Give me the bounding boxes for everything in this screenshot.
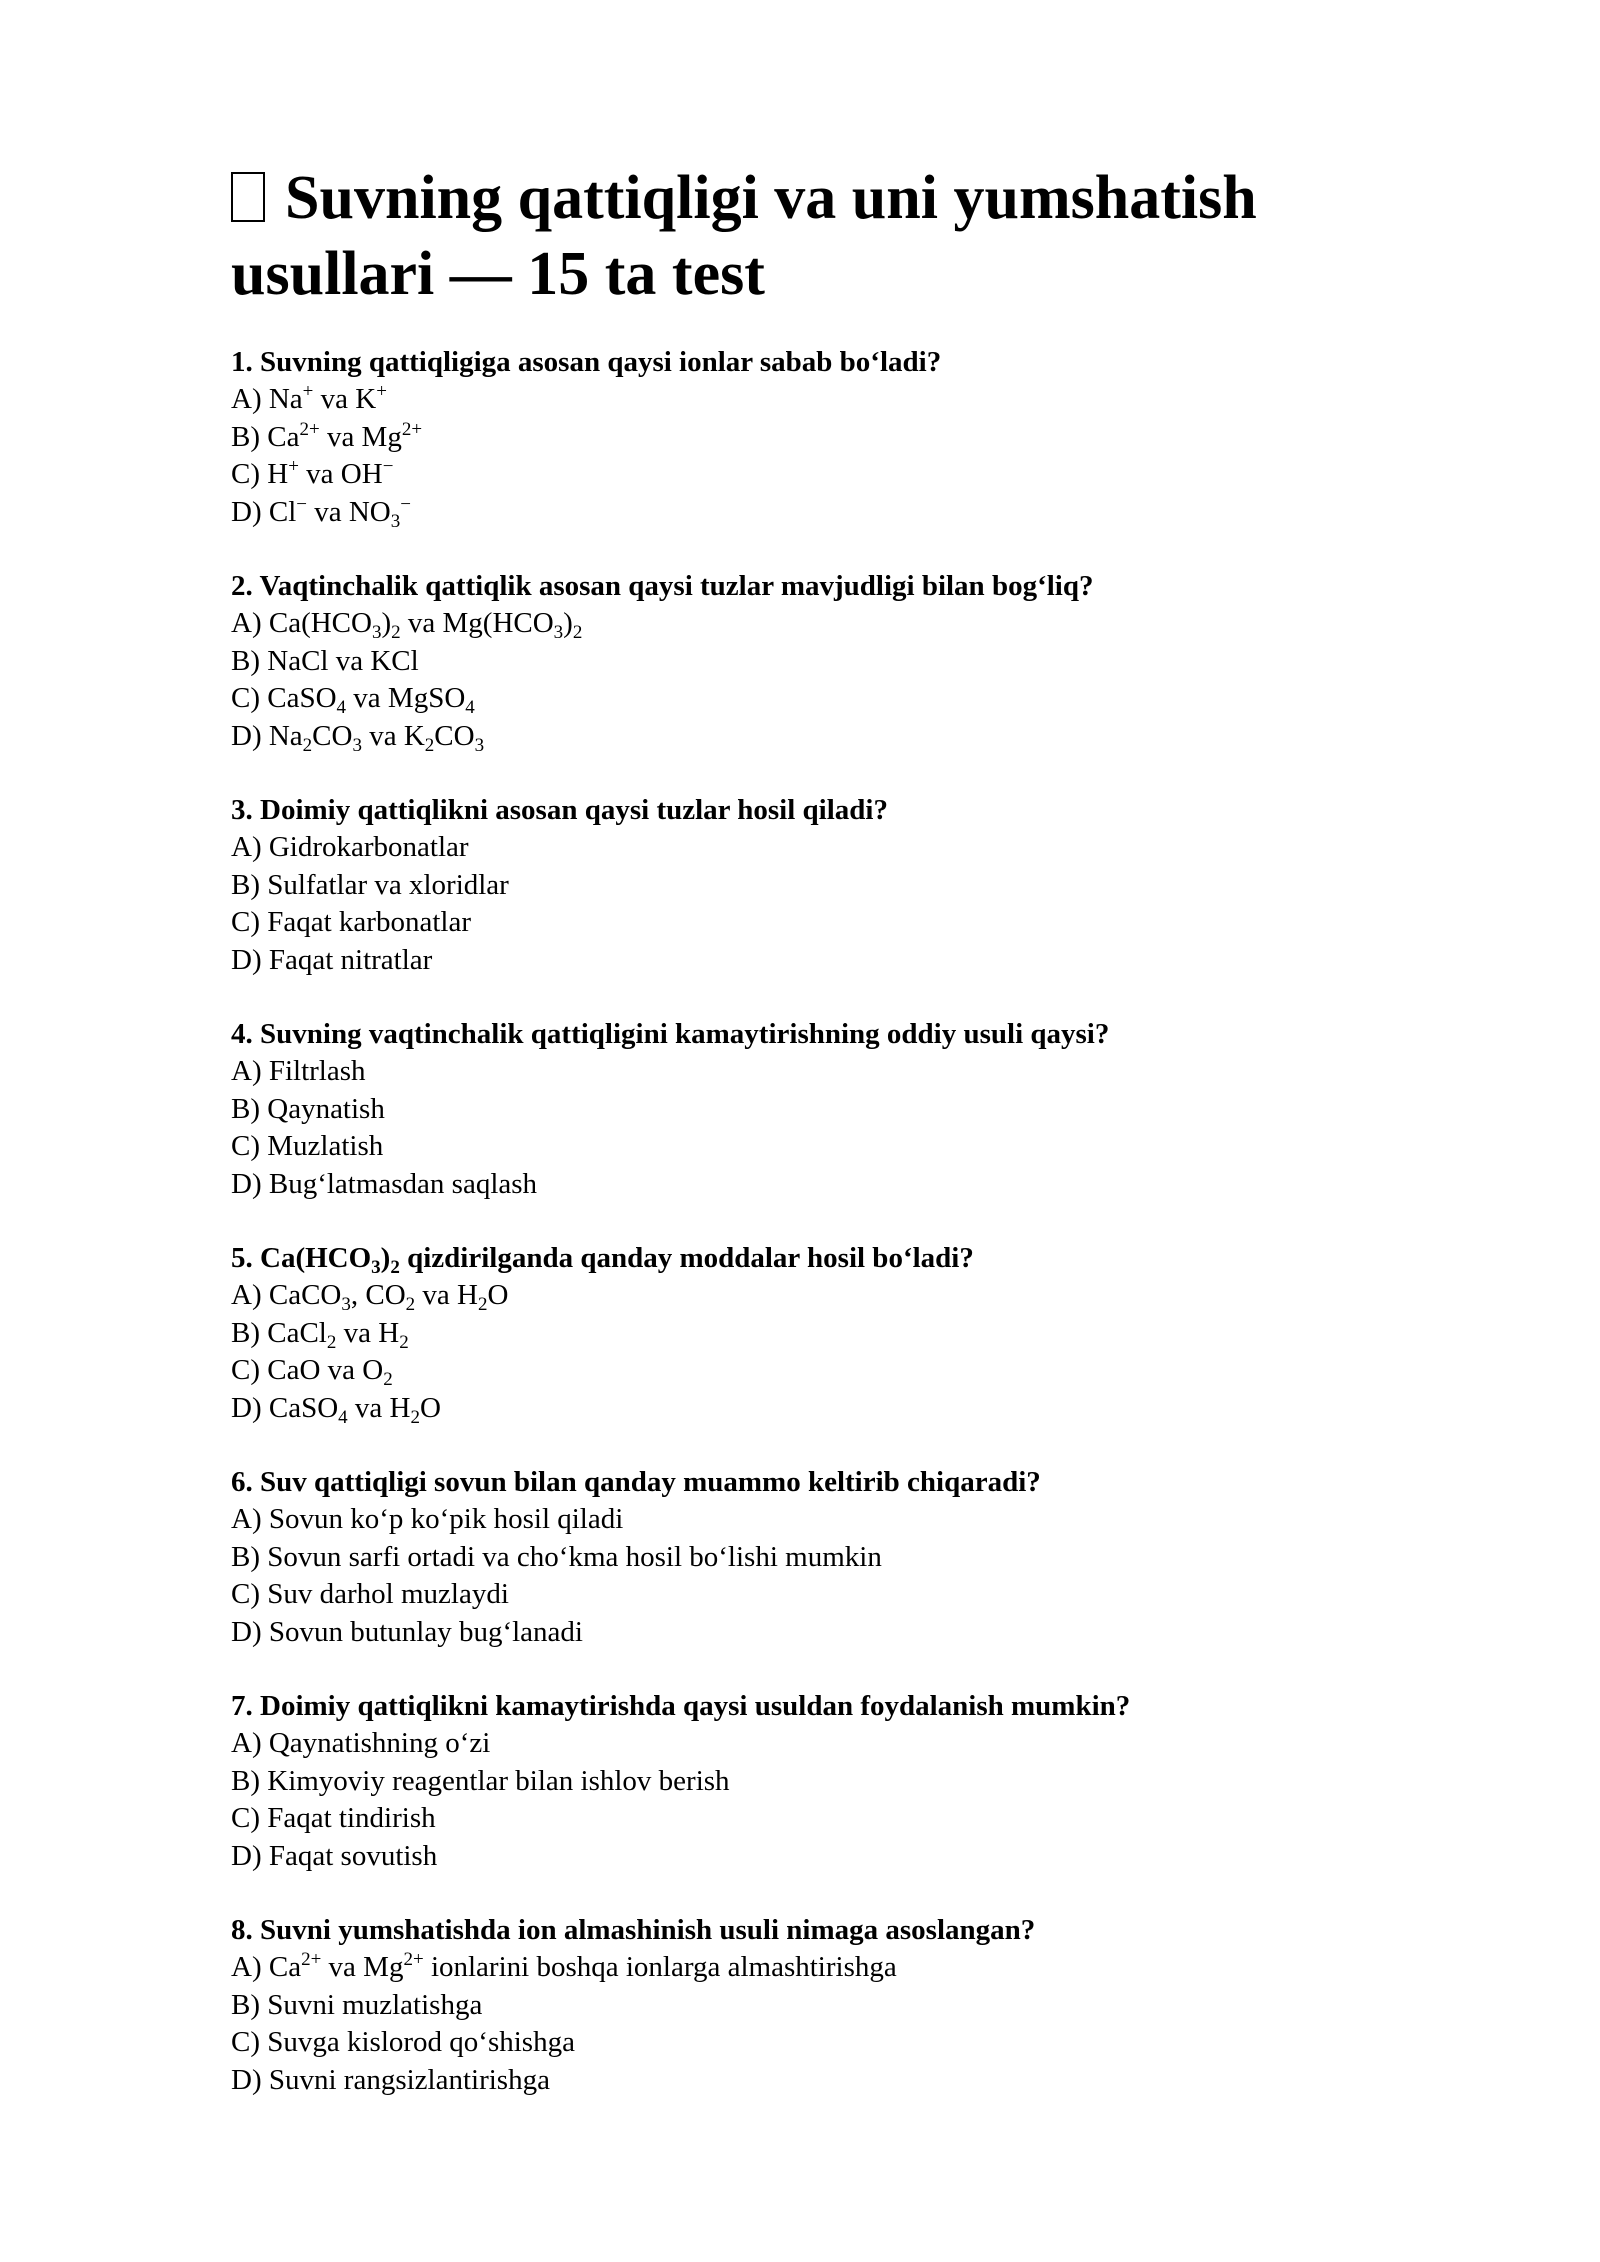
answer-option: B) Kimyoviy reagentlar bilan ishlov berish [231, 1764, 730, 1797]
question-block [231, 1464, 1391, 1651]
answer-option: D) Sovun butunlay bug‘lanadi [231, 1615, 583, 1648]
answer-option: D) Bug‘latmasdan saqlash [231, 1167, 538, 1200]
question-text: 4. Suvning vaqtinchalik qattiqligini kamaytirishning oddiy usuli qaysi? [231, 1018, 1110, 1050]
answer-option: D) Cl− va $NO_3^-$ [231, 493, 411, 532]
answer-option: B) Sulfatlar va xloridlar [231, 868, 509, 901]
question-block [231, 1240, 1391, 1427]
question-text: 6. Suv qattiqligi sovun bilan qanday muammo keltirib chiqaradi? [231, 1466, 1041, 1498]
answer-option: B) Suvni muzlatishga [231, 1988, 483, 2021]
question-text: 8. Suvni yumshatishda ion almashinish usuli nimaga asoslangan? [231, 1914, 1036, 1946]
page-title [231, 160, 1391, 312]
question-block [231, 568, 1391, 755]
answer-option: D) Faqat sovutish [231, 1839, 438, 1872]
answer-option: C) Faqat tindirish [231, 1802, 436, 1834]
page-title-text: Suvning qattiqligi va uni yumshatish usullari — 15 ta test [231, 164, 1257, 308]
question-text: 1. Suvning qattiqligiga asosan qaysi ionlar sabab bo‘ladi? [231, 346, 942, 378]
answer-option: A) Qaynatishning o‘zi [231, 1727, 491, 1759]
answer-option: B) Qaynatish [231, 1092, 385, 1125]
answer-option: B) CaCl$_2$ va $H_2$ [231, 1316, 409, 1353]
question-block [231, 1912, 1391, 2099]
answer-option: C) Suv darhol muzlaydi [231, 1578, 509, 1610]
question-list [231, 344, 1391, 2099]
question-text: 5. $Ca(HCO_3)_2$ qizdirilganda qanday moddalar hosil bo‘ladi? [231, 1242, 974, 1278]
answer-option: A) $Ca^{2+}$ va $Mg^{2+}$ ionlarini boshqa ionlarga almashtirishga [231, 1949, 897, 1983]
answer-option: C) Muzlatish [231, 1130, 384, 1162]
answer-option: B) Sovun sarfi ortadi va cho‘kma hosil bo‘lishi mumkin [231, 1540, 882, 1573]
question-block [231, 1688, 1391, 1875]
question-text: 3. Doimiy qattiqlikni asosan qaysi tuzlar hosil qiladi? [231, 794, 888, 826]
question-block [231, 792, 1391, 979]
document-page [231, 160, 1391, 2136]
question-text: 2. Vaqtinchalik qattiqlik asosan qaysi tuzlar mavjudligi bilan bog‘liq? [231, 570, 1094, 602]
answer-option: D) Suvni rangsizlantirishga [231, 2063, 550, 2096]
question-text: 7. Doimiy qattiqlikni kamaytirishda qaysi usuldan foydalanish mumkin? [231, 1690, 1131, 1722]
answer-option: D) $Na_2CO_3$ va $K_2CO_3$ [231, 719, 485, 756]
answer-option: A) Gidrokarbonatlar [231, 831, 469, 863]
answer-option: C) CaSO$_4$ va MgSO$_4$ [231, 682, 475, 718]
answer-option: B) NaCl va KCl [231, 644, 419, 677]
answer-option: A) Filtrlash [231, 1055, 366, 1087]
answer-option: B) $Ca^{2+}$ va $Mg^{2+}$ [231, 418, 423, 453]
answer-option: A) Na+ va K+ [231, 381, 387, 415]
answer-option: C) Suvga kislorod qo‘shishga [231, 2026, 575, 2058]
answer-option: C) CaO va $O_2$ [231, 1354, 393, 1390]
answer-option: C) Faqat karbonatlar [231, 906, 471, 938]
answer-option: A) $Ca(HCO_3)_2$ va $Mg(HCO_3)_2$ [231, 607, 583, 643]
missing-glyph-box-icon [231, 172, 265, 222]
answer-option: A) Sovun ko‘p ko‘pik hosil qiladi [231, 1503, 624, 1535]
answer-option: A) CaCO$_3$, $CO_2$ va $H_2O$ [231, 1279, 509, 1315]
answer-option: C) H+ va OH− [231, 456, 394, 490]
answer-option: D) CaSO$_4$ va $H_2O$ [231, 1391, 441, 1428]
question-block [231, 1016, 1391, 1203]
answer-option: D) Faqat nitratlar [231, 943, 433, 976]
question-block [231, 344, 1391, 531]
